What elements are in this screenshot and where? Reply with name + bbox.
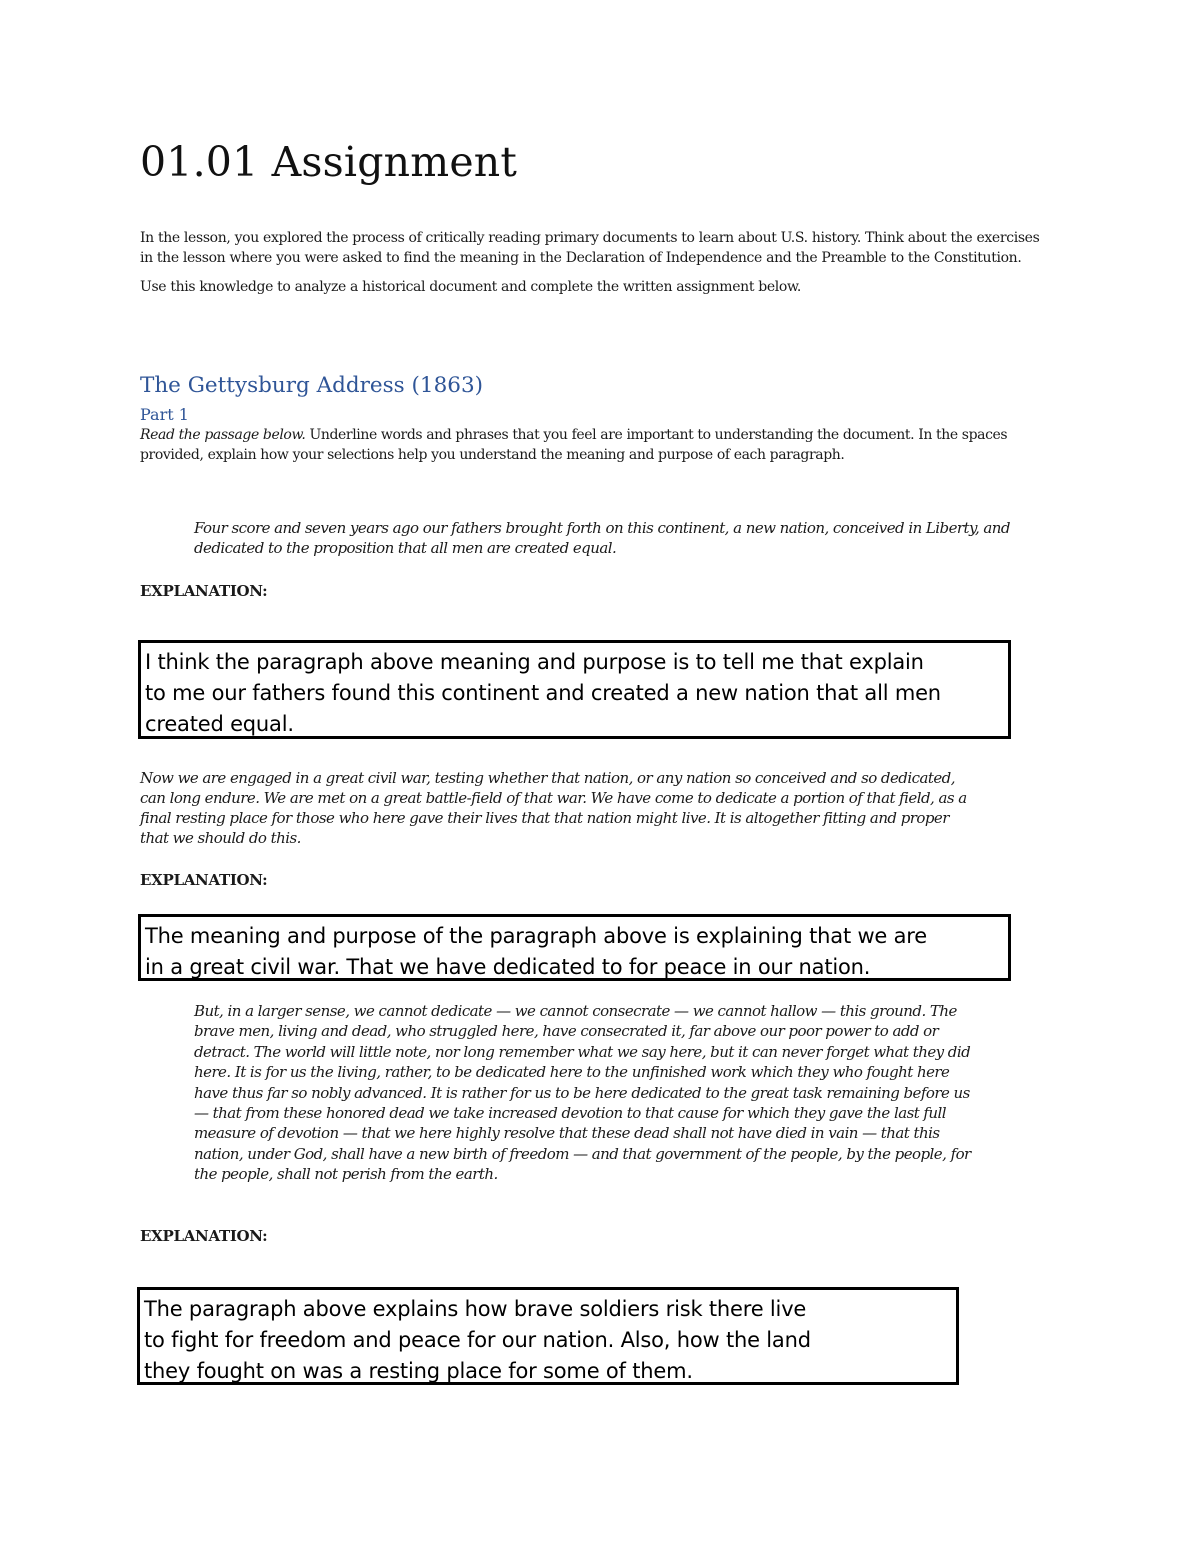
answer-line: in a great civil war. That we have dedicated to for peace in our nation. <box>145 955 871 979</box>
answer-line: I think the paragraph above meaning and purpose is to tell me that explain <box>145 650 924 674</box>
explanation-label: EXPLANATION: <box>140 871 268 889</box>
answer-line: they fought on was a resting place for some of them. <box>144 1359 693 1383</box>
intro-paragraph: Use this knowledge to analyze a historical document and complete the written assignment below. <box>140 279 802 295</box>
passage-1: Four score and seven years ago our fathers brought forth on this continent, a new nation, conceived in Liberty, and dedicated to the proposition that all men are created equal. <box>194 519 1010 557</box>
instructions-text: Underline words and phrases that you feel are important to understanding the document. In the spaces provided, explain how your selections help you understand the meaning and purpose of each paragraph. <box>140 427 1008 463</box>
answer-line: The meaning and purpose of the paragraph above is explaining that we are <box>145 924 927 948</box>
answer-box-1[interactable] <box>138 640 1011 739</box>
answer-line: created equal. <box>145 712 294 736</box>
intro-text <box>140 229 1055 308</box>
part-label: Part 1 <box>140 405 189 424</box>
passage-2: Now we are engaged in a great civil war, testing whether that nation, or any nation so conceived and so dedicated, can long endure. We are met on a great battle-field of that war. We have come to dedicate a portion of that field, as a final resting place for those who here gave their lives that that nation might live. It is altogether fitting and proper that we should do this. <box>140 769 967 847</box>
instructions <box>140 426 1055 465</box>
explanation-label: EXPLANATION: <box>140 582 268 600</box>
answer-line: to fight for freedom and peace for our nation. Also, how the land <box>144 1328 811 1352</box>
passage-3: But, in a larger sense, we cannot dedicate — we cannot consecrate — we cannot hallow — this ground. The brave men, living and dead, who struggled here, have consecrated it, far above our poor power to add or detract. The world will little note, nor long remember what we say here, but it can never forget what they did here. It is for us the living, rather, to be dedicated here to the unfinished work which they who fought here have thus far so nobly advanced. It is rather for us to be here dedicated to the great task remaining before us — that from these honored dead we take increased devotion to that cause for which they gave the last full measure of devotion — that we here highly resolve that these dead shall not have died in vain — that this nation, under God, shall have a new birth of freedom — and that government of the people, by the people, for the people, shall not perish from the earth. <box>194 1002 971 1184</box>
answer-box-3[interactable] <box>137 1287 959 1385</box>
explanation-label: EXPLANATION: <box>140 1227 268 1245</box>
intro-paragraph: In the lesson, you explored the process of critically reading primary documents to learn about U.S. history. Think about the exercises in the lesson where you were asked to find the meaning in the Declaration of Independence and the Preamble to the Constitution. <box>140 230 1040 266</box>
section-heading: The Gettysburg Address (1863) <box>140 373 484 398</box>
answer-box-2[interactable] <box>138 914 1011 981</box>
answer-line: to me our fathers found this continent and created a new nation that all men <box>145 681 941 705</box>
instructions-italic: Read the passage below. <box>140 427 306 443</box>
answer-line: The paragraph above explains how brave soldiers risk there live <box>144 1297 807 1321</box>
page-title: 01.01 Assignment <box>140 138 518 186</box>
